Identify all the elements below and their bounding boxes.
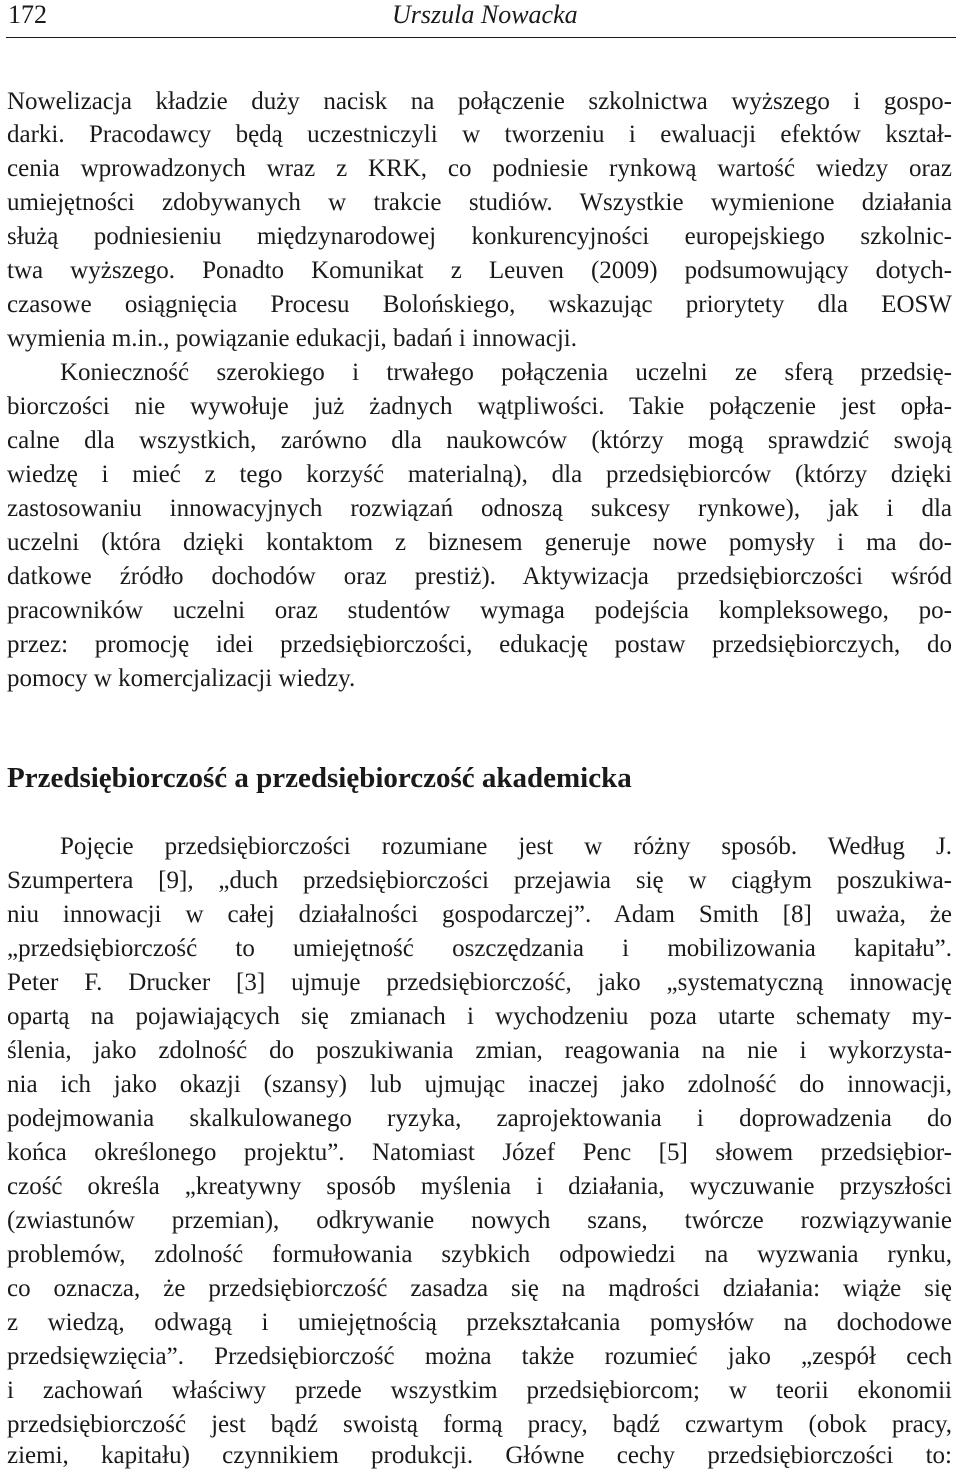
text-line: (zwiastunów przemian), odkrywanie nowych szans, twórcze rozwiązywanie <box>7 1207 952 1234</box>
running-title: Urszula Nowacka <box>392 0 578 29</box>
text-line: przez: promocję idei przedsiębiorczości, edukację postaw przedsiębiorczych, do <box>7 631 952 658</box>
text-line: „przedsiębiorczość to umiejętność oszczędzania i mobilizowania kapitału”. <box>7 935 952 962</box>
text-line: datkowe źródło dochodów oraz prestiż). Aktywizacja przedsiębiorczości wśród <box>7 563 952 590</box>
text-line: co oznacza, że przedsiębiorczość zasadza się na mądrości działania: wiąże się <box>7 1275 952 1302</box>
text-line: przedsiębiorczość jest bądź swoistą formą pracy, bądź czwartym (obok pracy, <box>7 1411 952 1438</box>
text-line: calne dla wszystkich, zarówno dla naukowców (którzy mogą sprawdzić swoją <box>7 427 952 454</box>
text-line: niu innowacji w całej działalności gospodarczej”. Adam Smith [8] uważa, że <box>7 901 952 928</box>
text-line: Peter F. Drucker [3] ujmuje przedsiębiorczość, jako „systematyczną innowację <box>7 969 952 996</box>
text-line: biorczości nie wywołuje już żadnych wątpliwości. Takie połączenie jest opła- <box>7 393 952 420</box>
section-heading: Przedsiębiorczość a przedsiębiorczość akademicka <box>7 762 632 794</box>
page-number: 172 <box>8 0 47 29</box>
text-line: Szumpertera [9], „duch przedsiębiorczości przejawia się w ciągłym poszukiwa- <box>7 867 952 894</box>
text-line: uczelni (która dzięki kontaktom z biznesem generuje nowe pomysły i ma do- <box>7 529 952 556</box>
text-line: wymienia m.in., powiązanie edukacji, badań i innowacji. <box>7 325 577 352</box>
text-line: opartą na pojawiających się zmianach i wychodzeniu poza utarte schematy my- <box>7 1003 952 1030</box>
text-line: podejmowania skalkulowanego ryzyka, zaprojektowania i doprowadzenia do <box>7 1105 952 1132</box>
text-line: z wiedzą, odwagą i umiejętnością przekształcania pomysłów na dochodowe <box>7 1309 952 1336</box>
text-line: przedsięwzięcia”. Przedsiębiorczość można także rozumieć jako „zespół cech <box>7 1343 952 1370</box>
text-line: cenia wprowadzonych wraz z KRK, co podniesie rynkową wartość wiedzy oraz <box>7 155 952 182</box>
text-line: ślenia, jako zdolność do poszukiwania zmian, reagowania na nie i wykorzysta- <box>7 1037 952 1064</box>
text-line: i zachowań właściwy przede wszystkim przedsiębiorcom; w teorii ekonomii <box>7 1377 952 1404</box>
page-header <box>0 0 960 40</box>
text-line: twa wyższego. Ponadto Komunikat z Leuven (2009) podsumowujący dotych- <box>7 257 952 284</box>
text-line: wiedzę i mieć z tego korzyść materialną), dla przedsiębiorców (którzy dzięki <box>7 461 952 488</box>
header-rule <box>6 37 956 38</box>
text-line: problemów, zdolność formułowania szybkich odpowiedzi na wyzwania rynku, <box>7 1241 952 1268</box>
text-line: czasowe osiągnięcia Procesu Bolońskiego, wskazując priorytety dla EOSW <box>7 291 952 318</box>
text-line: umiejętności zdobywanych w trakcie studiów. Wszystkie wymienione działania <box>7 189 952 216</box>
text-line: czość określa „kreatywny sposób myślenia i działania, wyczuwanie przyszłości <box>7 1173 952 1200</box>
text-line: darki. Pracodawcy będą uczestniczyli w tworzeniu i ewaluacji efektów kształ- <box>7 121 952 148</box>
text-line: pracowników uczelni oraz studentów wymaga podejścia kompleksowego, po- <box>7 597 952 624</box>
text-line: służą podniesieniu międzynarodowej konkurencyjności europejskiego szkolnic- <box>7 223 952 250</box>
text-line: ziemi, kapitału) czynnikiem produkcji. Główne cechy przedsiębiorczości to: <box>7 1442 952 1469</box>
text-line: Nowelizacja kładzie duży nacisk na połączenie szkolnictwa wyższego i gospo- <box>7 88 952 115</box>
text-line: nia ich jako okazji (szansy) lub ujmując inaczej jako zdolność do innowacji, <box>7 1071 952 1098</box>
text-line: Konieczność szerokiego i trwałego połączenia uczelni ze sferą przedsię- <box>60 359 952 386</box>
text-line: Pojęcie przedsiębiorczości rozumiane jest w różny sposób. Według J. <box>60 833 952 860</box>
text-line: końca określonego projektu”. Natomiast Józef Penc [5] słowem przedsiębior- <box>7 1139 952 1166</box>
text-line: zastosowaniu innowacyjnych rozwiązań odnoszą sukcesy rynkowe), jak i dla <box>7 495 952 522</box>
text-line: pomocy w komercjalizacji wiedzy. <box>7 665 356 692</box>
